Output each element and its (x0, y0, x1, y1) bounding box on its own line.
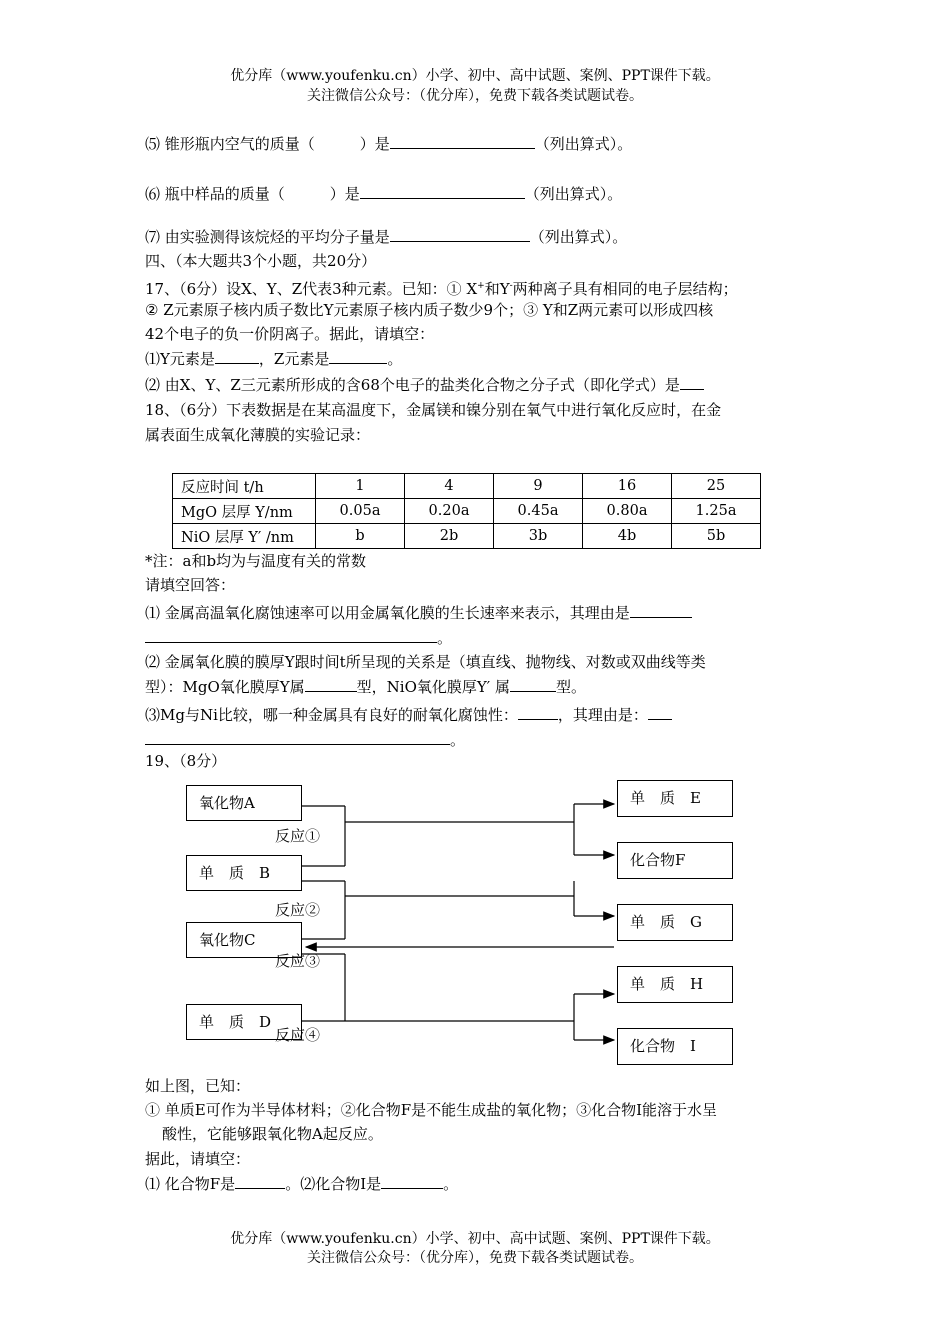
question-5: ⑸ 锥形瓶内空气的质量（ ）是 （列出算式）。 (145, 135, 633, 153)
box-element-b: 单 质 B (186, 855, 302, 891)
table-cell: 2b (405, 524, 494, 549)
reaction-label-2: 反应② (275, 901, 321, 919)
table-cell: 1.25a (672, 499, 761, 524)
answer-blank[interactable] (235, 1173, 285, 1189)
section-heading: 四、（本大题共3个小题，共20分） (145, 252, 377, 270)
box-element-g: 单 质 G (617, 904, 733, 941)
page-header-line2: 关注微信公众号：（优分库），免费下载各类试题试卷。 (307, 88, 643, 104)
table-cell: 0.20a (405, 499, 494, 524)
question-19-condition-line1: ① 单质E可作为半导体材料；②化合物F是不能生成盐的氧化物；③化合物I能溶于水呈 (145, 1101, 718, 1119)
question-19-condition-line2: 酸性，它能够跟氧化物A起反应。 (162, 1125, 383, 1143)
box-compound-f: 化合物F (617, 842, 733, 879)
table-cell: 1 (316, 474, 405, 499)
table-cell: 16 (583, 474, 672, 499)
answer-prompt: 请填空回答： (145, 576, 236, 594)
question-17-line3: 42个电子的负一价阴离子。据此，请填空： (145, 325, 435, 343)
table-cell: 0.45a (494, 499, 583, 524)
answer-blank[interactable] (381, 1173, 443, 1189)
table-cell: 0.05a (316, 499, 405, 524)
page-footer-line1: 优分库（www.youfenku.cn）小学、初中、高中试题、案例、PPT课件下载。 (230, 1231, 720, 1247)
box-element-e: 单 质 E (617, 780, 733, 817)
box-element-h: 单 质 H (617, 966, 733, 1003)
question-7: ⑺ 由实验测得该烷烃的平均分子量是 （列出算式）。 (145, 228, 628, 246)
box-oxide-a: 氧化物A (186, 785, 302, 821)
question-18-part1: ⑴ 金属高温氧化腐蚀速率可以用金属氧化膜的生长速率来表示，其理由是 (145, 601, 692, 625)
question-18-line1: 18、（6分）下表数据是在某高温度下，金属镁和镍分别在氧气中进行氧化反应时，在金 (145, 401, 722, 419)
question-18-part1-cont: 。 (145, 626, 452, 650)
table-cell: NiO 层厚 Y′ /nm (173, 524, 316, 549)
reaction-label-1: 反应① (275, 827, 321, 845)
page-header-line1: 优分库（www.youfenku.cn）小学、初中、高中试题、案例、PPT课件下载。 (230, 68, 720, 84)
box-oxide-c: 氧化物C (186, 922, 302, 958)
question-17-line1: 17、（6分）设X、Y、Z代表3种元素。已知：① X+和Y-两种离子具有相同的电子层结构； (145, 280, 738, 298)
question-18-part3: ⑶Mg与Ni比较，哪一种金属具有良好的耐氧化腐蚀性： ，其理由是： (145, 703, 672, 727)
question-18-line2: 属表面生成氧化薄膜的实验记录： (145, 426, 371, 444)
question-18-part2-line1: ⑵ 金属氧化膜的膜厚Y跟时间t所呈现的关系是（填直线、抛物线、对数或双曲线等类 (145, 653, 706, 671)
question-17-part1: ⑴Y元素是 ，Z元素是 。 (145, 350, 403, 368)
box-element-d: 单 质 D (186, 1004, 302, 1040)
question-6: ⑹ 瓶中样品的质量（ ）是 （列出算式）。 (145, 185, 623, 203)
table-cell: MgO 层厚 Y/nm (173, 499, 316, 524)
reaction-label-4: 反应④ (275, 1026, 321, 1044)
question-17-part2: ⑵ 由X、Y、Z三元素所形成的含68个电子的盐类化合物之分子式（即化学式）是 (145, 373, 704, 397)
table-cell: b (316, 524, 405, 549)
question-19-answers: ⑴ 化合物F是 。⑵化合物I是 。 (145, 1175, 459, 1193)
table-cell: 3b (494, 524, 583, 549)
table-cell: 5b (672, 524, 761, 549)
question-17-line2: ② Z元素原子核内质子数比Y元素原子核内质子数少9个；③ Y和Z两元素可以形成四核 (145, 301, 714, 319)
table-cell: 0.80a (583, 499, 672, 524)
reaction-label-3: 反应③ (275, 952, 321, 970)
page-footer-line2: 关注微信公众号：（优分库），免费下载各类试题试卷。 (307, 1250, 643, 1266)
question-19-given: 如上图，已知： (145, 1077, 251, 1095)
table-cell: 9 (494, 474, 583, 499)
table-note: *注：a和b均为与温度有关的常数 (145, 552, 367, 570)
table-cell: 25 (672, 474, 761, 499)
question-19-title: 19、（8分） (145, 752, 227, 770)
table-cell: 反应时间 t/h (173, 474, 316, 499)
table-cell: 4 (405, 474, 494, 499)
question-18-part3-cont: 。 (145, 728, 465, 752)
question-18-part2-line2: 型）：MgO氧化膜厚Y属 型，NiO氧化膜厚Y′ 属 型。 (145, 678, 586, 696)
box-compound-i: 化合物 I (617, 1028, 733, 1065)
question-19-fill-prompt: 据此，请填空： (145, 1150, 251, 1168)
table-cell: 4b (583, 524, 672, 549)
